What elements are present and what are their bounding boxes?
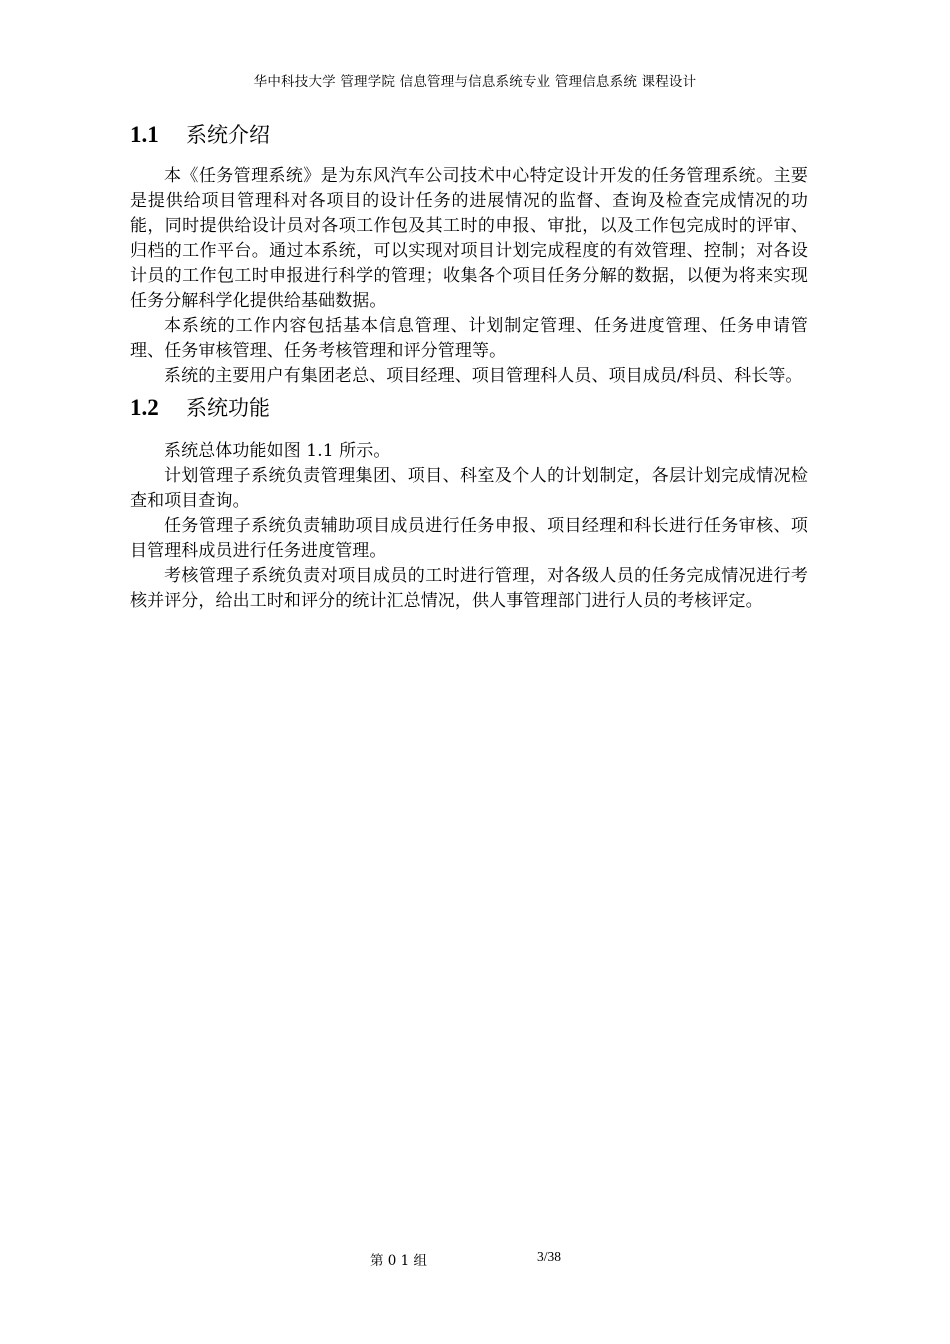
section-heading-1-2: [130, 391, 808, 425]
section-title: 系统功能: [186, 396, 270, 420]
paragraph: 系统总体功能如图 1.1 所示。: [164, 441, 391, 461]
group-label: 第 0 1 组: [370, 1253, 428, 1269]
paragraph: 考核管理子系统负责对项目成员的工时进行管理，对各级人员的任务完成情况进行考核并评分，给出工时和评分的统计汇总情况，供人事管理部门进行人员的考核评定。: [130, 566, 808, 611]
paragraph: 任务管理子系统负责辅助项目成员进行任务申报、项目经理和科长进行任务审核、项目管理科成员进行任务进度管理。: [130, 516, 808, 561]
section-title: 系统介绍: [186, 123, 270, 147]
paragraph: 本《任务管理系统》是为东风汽车公司技术中心特定设计开发的任务管理系统。主要是提供给项目管理科对各项目的设计任务的进展情况的监督、查询及检查完成情况的功能，同时提供给设计员对各项工作包及其工时的申报、审批，以及工作包完成时的评审、归档的工作平台。通过本系统，可以实现对项目计划完成程度的有效管理、控制；对各设计员的工作包工时申报进行科学的管理；收集各个项目任务分解的数据，以便为将来实现任务分解科学化提供给基础数据。: [130, 166, 808, 311]
header-divider: [130, 94, 820, 95]
page-footer: [0, 1249, 950, 1269]
section-number: 1.1: [130, 122, 159, 147]
page-number: 3/38: [537, 1249, 562, 1264]
section-heading-1-1: [130, 118, 808, 152]
paragraph: 系统的主要用户有集团老总、项目经理、项目管理科人员、项目成员/科员、科长等。: [164, 366, 803, 386]
paragraph: 本系统的工作内容包括基本信息管理、计划制定管理、任务进度管理、任务申请管理、任务审核管理、任务考核管理和评分管理等。: [130, 316, 808, 361]
section-number: 1.2: [130, 395, 159, 420]
paragraph: 计划管理子系统负责管理集团、项目、科室及个人的计划制定，各层计划完成情况检查和项目查询。: [130, 466, 808, 511]
page-header: 华中科技大学 管理学院 信息管理与信息系统专业 管理信息系统 课程设计: [253, 74, 697, 90]
document-body: [130, 118, 808, 614]
